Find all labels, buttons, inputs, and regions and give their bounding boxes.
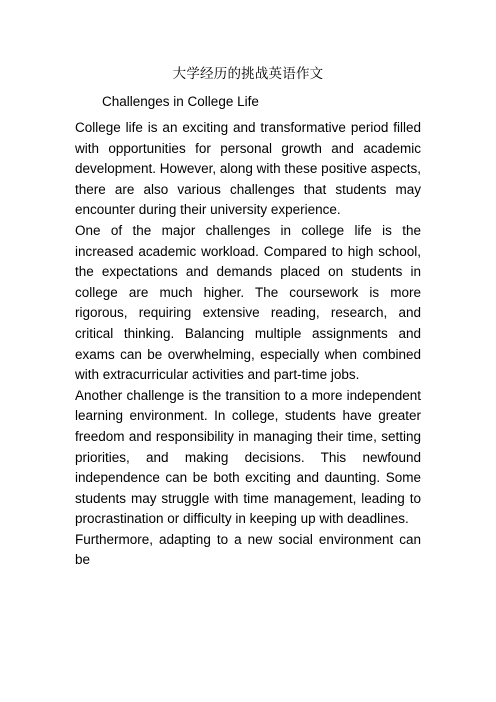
document-body <box>75 118 421 571</box>
paragraph-social: Furthermore, adapting to a new social environment can be <box>75 531 421 568</box>
document-title: 大学经历的挑战英语作文 <box>172 66 324 82</box>
paragraph-intro: College life is an exciting and transformative period filled with opportunities for personal growth and academic development. However, along with these positive aspects, there are also various challenges that students may encounter during their university experience. <box>75 120 421 218</box>
paragraph-workload: One of the major challenges in college life is the increased academic workload. Compared to high school, the expectations and demands placed on students in college are much higher. The coursework is more rigorous, requiring extensive reading, research, and critical thinking. Balancing multiple assignments and exams can be overwhelming, especially when combined with extracurricular activities and part-time jobs. <box>75 222 421 383</box>
document-subtitle: Challenges in College Life <box>102 94 259 109</box>
paragraph-independence: Another challenge is the transition to a more independent learning environment. In college, students have greater freedom and responsibility in managing their time, setting priorities, and making decisions. This newfound independence can be both exciting and daunting. Some students may struggle with time management, leading to procrastination or difficulty in keeping up with deadlines. <box>75 387 421 527</box>
